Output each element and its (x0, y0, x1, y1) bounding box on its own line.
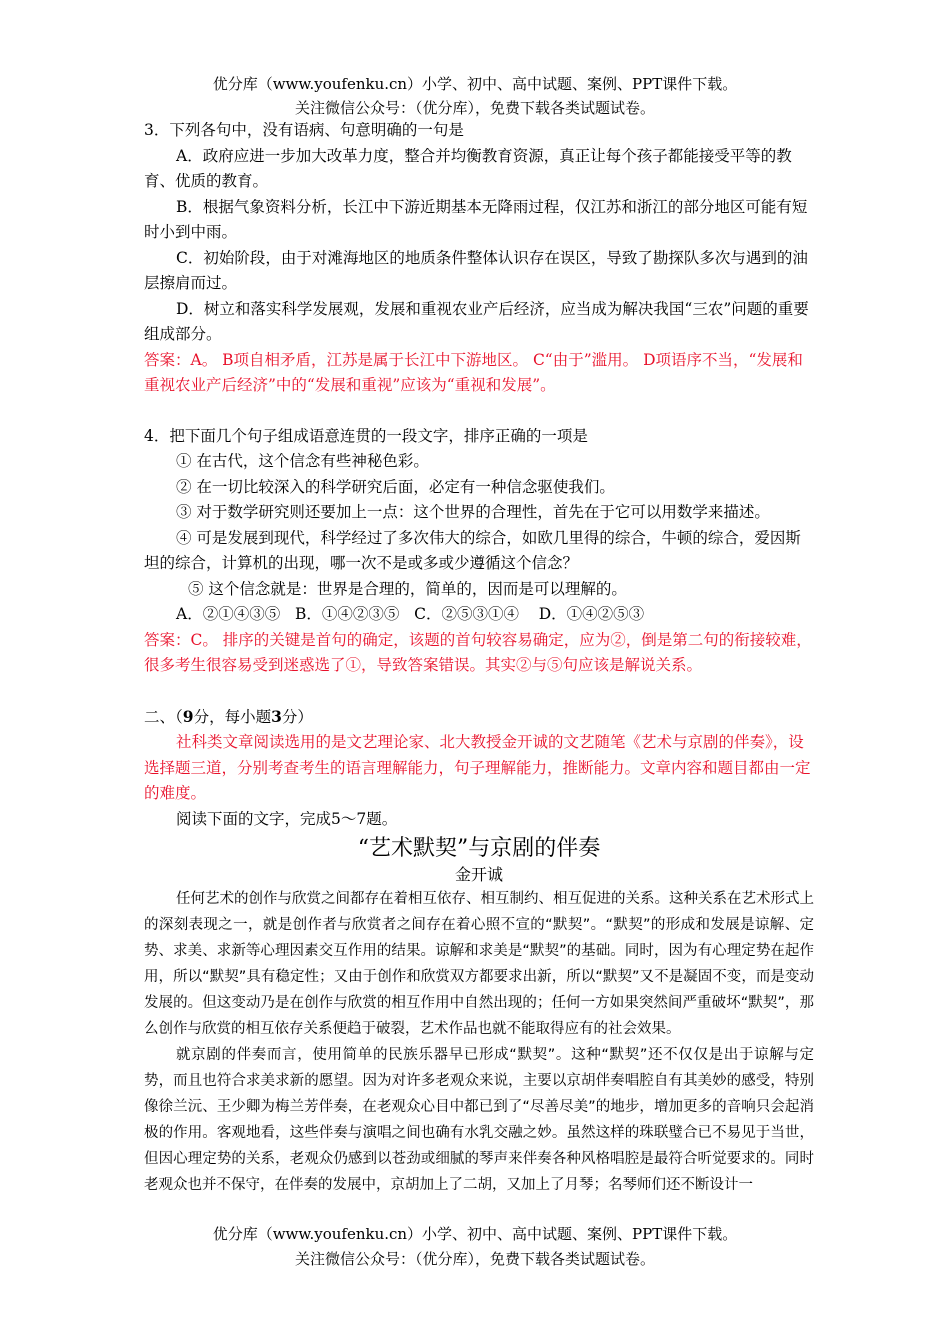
q3-option-a: A．政府应进一步加大改革力度，整合并均衡教育资源，真正让每个孩子都能接受平等的教育、优质的教育。 (144, 146, 792, 190)
q4-sentence-5: ⑤ 这个信念就是：世界是合理的，简单的，因而是可以理解的。 (188, 579, 627, 598)
article-author: 金开诚 (454, 865, 503, 884)
q4-answer: 答案：C。 排序的关键是首句的确定，该题的首句较容易确定，应为②，倒是第二句的衔接较难，很多考生很容易受到迷惑选了①，导致答案错误。其实②与⑤句应该是解说关系。 (144, 630, 812, 674)
section2-instruction: 阅读下面的文字，完成5～7题。 (176, 809, 398, 828)
q3-option-b: B．根据气象资料分析，长江中下游近期基本无降雨过程，仅江苏和浙江的部分地区可能有短时小到中雨。 (144, 197, 808, 241)
section2-heading: 二、（9分，每小题3分） (144, 706, 313, 726)
q4-stem: 4．把下面几个句子组成语意连贯的一段文字，排序正确的一项是 (144, 426, 588, 445)
article-title: “艺术默契”与京剧的伴奏 (357, 836, 601, 861)
footer-line-1: 优分库（www.youfenku.cn）小学、初中、高中试题、案例、PPT课件下载。 (212, 1225, 738, 1243)
q3-option-c: C．初始阶段，由于对滩海地区的地质条件整体认识存在误区，导致了勘探队多次与遇到的油层擦肩而过。 (144, 248, 808, 292)
header-line-2: 关注微信公众号：（优分库），免费下载各类试题试卷。 (294, 99, 655, 117)
article-body (144, 886, 814, 1198)
header-line-1: 优分库（www.youfenku.cn）小学、初中、高中试题、案例、PPT课件下载。 (212, 75, 738, 93)
q4-sentence-4: ④ 可是发展到现代，科学经过了多次伟大的综合，如欧几里得的综合，牛顿的综合，爱因斯坦的综合，计算机的出现，哪一次不是或多或少遵循这个信念？ (144, 528, 801, 572)
footer-line-2: 关注微信公众号：（优分库），免费下载各类试题试卷。 (294, 1250, 655, 1268)
article-paragraph-1: 任何艺术的创作与欣赏之间都存在着相互依存、相互制约、相互促进的关系。这种关系在艺术形式上的深刻表现之一，就是创作者与欣赏者之间存在着心照不宣的“默契”。“默契”的形成和发展是谅解、定势、求美、求新等心理因素交互作用的结果。谅解和求美是“默契”的基础。同时，因为有心理定势在起作用，所以“默契”具有稳定性；又由于创作和欣赏双方都要求出新，所以“默契”又不是凝固不变，而是变动发展的。但这变动乃是在创作与欣赏的相互作用中自然出现的；任何一方如果突然间严重破坏“默契”，那么创作与欣赏的相互依存关系便趋于破裂，艺术作品也就不能取得应有的社会效果。 (144, 891, 814, 1037)
q3-stem: 3．下列各句中，没有语病、句意明确的一句是 (144, 121, 464, 139)
q3-option-d: D．树立和落实科学发展观，发展和重视农业产后经济，应当成为解决我国“三农”问题的重要组成部分。 (144, 299, 809, 343)
q4-sentence-1: ① 在古代，这个信念有些神秘色彩。 (176, 452, 429, 470)
article-paragraph-2: 就京剧的伴奏而言，使用简单的民族乐器早已形成“默契”。这种“默契”还不仅仅是出于谅解与定势，而且也符合求美求新的愿望。因为对许多老观众来说，主要以京胡伴奏唱腔自有其美妙的感受，特别像徐兰沅、王少卿为梅兰芳伴奏，在老观众心目中都已到了“尽善尽美”的地步，增加更多的音响只会起消极的作用。客观地看，这些伴奏与演唱之间也确有水乳交融之妙。虽然这样的珠联璧合已不易见于当世，但因心理定势的关系，老观众仍感到以苍劲或细腻的琴声来伴奏各种风格唱腔是最符合听觉要求的。同时老观众也并不保守，在伴奏的发展中，京胡加上了二胡，又加上了月琴；名琴师们还不断设计一 (144, 1047, 814, 1193)
q3-answer: 答案：A。 B项自相矛盾，江苏是属于长江中下游地区。 C“由于”滥用。 D项语序不当，“发展和重视农业产后经济”中的“发展和重视”应该为“重视和发展”。 (144, 350, 803, 394)
q4-sentence-3: ③ 对于数学研究则还要加上一点：这个世界的合理性，首先在于它可以用数学来描述。 (176, 503, 770, 521)
q4-sentence-2: ② 在一切比较深入的科学研究后面，必定有一种信念驱使我们。 (176, 477, 615, 496)
main-content (144, 118, 814, 1198)
spacer (144, 399, 814, 424)
spacer (144, 679, 814, 704)
section2-note: 社科类文章阅读选用的是文艺理论家、北大教授金开诚的文艺随笔《艺术与京剧的伴奏》，设选择题三道，分别考查考生的语言理解能力，句子理解能力，推断能力。文章内容和题目都由一定的难度。 (144, 733, 811, 802)
q4-options: A．②①④③⑤ B．①④②③⑤ C．②⑤③①④ D．①④②⑤③ (176, 605, 645, 623)
